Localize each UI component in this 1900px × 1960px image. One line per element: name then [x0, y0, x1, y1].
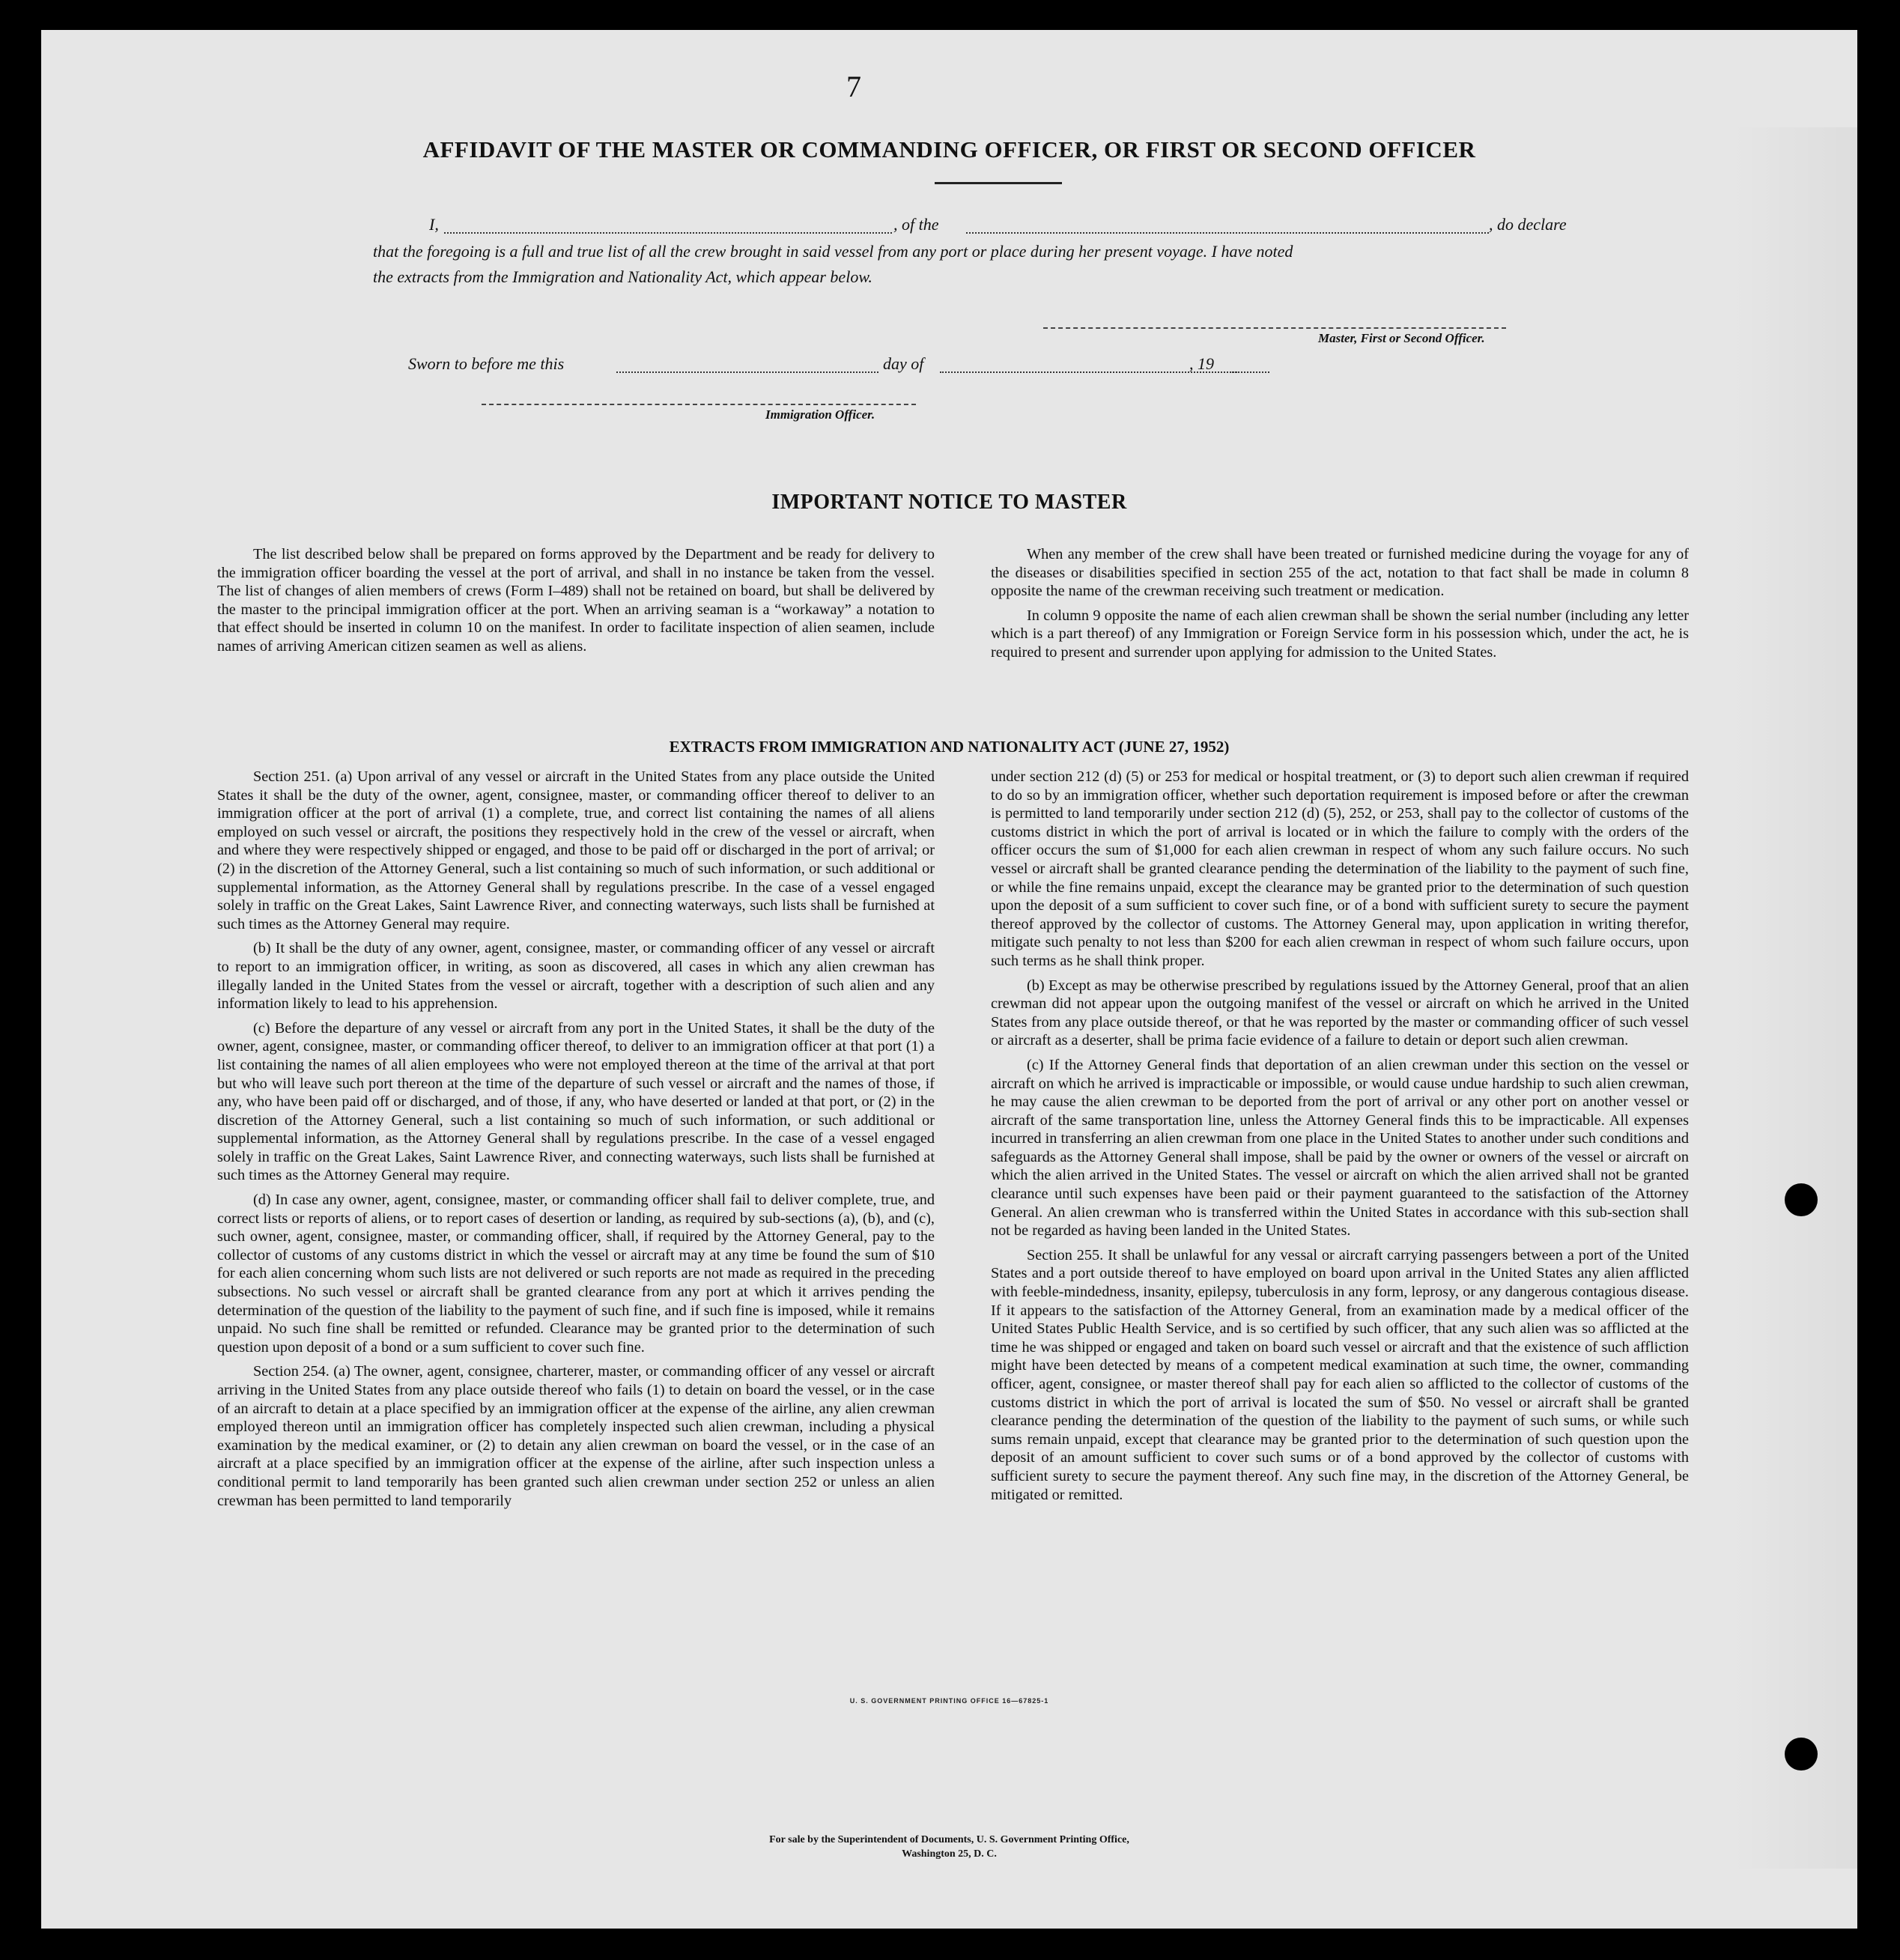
name-field[interactable]	[444, 232, 892, 234]
sworn-day-field[interactable]	[616, 371, 878, 373]
year-text: , 19	[1189, 354, 1214, 373]
form-page	[41, 30, 1857, 1929]
master-signature-line[interactable]	[1043, 327, 1506, 329]
extracts-title: EXTRACTS FROM IMMIGRATION AND NATIONALITY ACT (JUNE 27, 1952)	[669, 738, 1230, 756]
affidavit-do-declare: , do declare	[1489, 215, 1567, 234]
affidavit-line-3: the extracts from the Immigration and Nationality Act, which appear below.	[373, 267, 872, 286]
officer-signature-line[interactable]	[482, 404, 916, 405]
section-251-b: (b) It shall be the duty of any owner, agent, consignee, master, or commanding officer of any vessel or aircraft to report to an immigration officer, in writing, as soon as discovered, all cases in which any alien crewman has illegally landed in the United States from the vessel or aircraft, together with a description of such alien and any information likely to lead to his apprehension.	[217, 940, 935, 1013]
footer-line-1: For sale by the Superintendent of Documents, U. S. Government Printing Office,	[769, 1834, 1129, 1845]
section-254-a: Section 254. (a) The owner, agent, consignee, charterer, master, or commanding officer of any vessel or aircraft arriving in the United States from any place outside thereof who fails (1) to detain on board the vessel, or in the case of an aircraft to detain at a place specified by an immigration officer at the expense of the airline, any alien crewman employed thereon until an immigration officer has completely inspected such alien crewman, including a physical examination by the medical examiner, or (2) to detain any alien crewman on board the vessel, or in the case of an aircraft at a place specified by an immigration officer at the expense of the airline, after such inspection unless a conditional permit to land temporarily has been granted such alien crewman under section 252 or unless an alien crewman has been permitted to land temporarily	[217, 1363, 935, 1509]
section-251-d: (d) In case any owner, agent, consignee, master, or commanding officer shall fail to deliver complete, true, and correct lists or reports of aliens, or to report cases of desertion or landing, as required by sub-sections (a), (b), and (c), such owner, agent, consignee, master, or commanding officer, shall, if required by the Attorney General, pay to the collector of customs of any customs district in which the vessel or aircraft may at any time be found the sum of $10 for each alien concerning whom such lists are not delivered or such reports are not made as required in the preceding subsections. No such vessel or aircraft shall be granted clearance from any port at which it arrives pending the determination of the question of the liability to the payment of such fine, and if such fine is imposed, while it remains unpaid. No such fine shall be remitted or refunded. Clearance may be granted prior to the determination of such question upon deposit of a bond or a sum sufficient to cover such fine.	[217, 1192, 935, 1356]
notice-right-paragraph-1: When any member of the crew shall have been treated or furnished medicine during the voyage for any of the diseases or disabilities specified in section 255 of the act, notation to that fact shall be made in column 8 opposite the name of the crewman receiving such treatment or medication.	[991, 546, 1689, 600]
punch-hole-lower	[1785, 1738, 1818, 1771]
affidavit-i: I,	[429, 215, 439, 234]
sworn-text: Sworn to before me this	[408, 354, 565, 373]
extracts-left-column	[217, 768, 935, 1516]
affidavit-line-2: that the foregoing is a full and true list of all the crew brought in said vessel from any port or place during her present voyage. I have noted	[373, 242, 1293, 261]
officer-label: Immigration Officer.	[765, 407, 875, 422]
section-254-c: (c) If the Attorney General finds that deportation of an alien crewman under this section on the vessel or aircraft on which he arrived is impracticable or impossible, or would cause undue hardship to such alien crewman, he may cause the alien crewman to be deported from the port of arrival or any other port on another vessel or aircraft of the same transportation line, unless the Attorney General finds this to be impracticable. All expenses incurred in transferring an alien crewman from one place in the United States to another under such conditions and safeguards as the Attorney General shall impose, shall be paid by the owner or owners of the vessel or aircraft on which the alien arrived in the United States. The vessel or aircraft on which the alien arrived shall not be granted clearance until such expenses have been paid or their payment guaranteed to the satisfaction of the Attorney General. An alien crewman who is transferred within the United States in accordance with this sub-section shall not be regarded as having been landed in the United States.	[991, 1056, 1689, 1240]
page-number-mark: 7	[846, 70, 861, 103]
affidavit-of-the: , of the	[893, 215, 939, 234]
section-251-a: Section 251. (a) Upon arrival of any vessel or aircraft in the United States from any place outside the United States it shall be the duty of the owner, agent, consignee, master, or commanding officer thereof to deliver to an immigration officer at the port of arrival (1) a complete, true, and correct list containing the names of all aliens employed on such vessel or aircraft, the positions they respectively hold in the crew of the vessel or aircraft, when and where they were respectively shipped or engaged, and those to be paid off or discharged in the port of arrival; or (2) in the discretion of the Attorney General, such a list containing so much of such information, or such additional or supplemental information, as the Attorney General shall by regulations prescribe. In the case of a vessel engaged solely in traffic on the Great Lakes, Saint Lawrence River, and connecting waterways, such lists shall be furnished at such times as the Attorney General may require.	[217, 768, 935, 932]
title-rule	[935, 182, 1062, 184]
section-254-a-cont: under section 212 (d) (5) or 253 for medical or hospital treatment, or (3) to deport such alien crewman if required to do so by an immigration officer, whether such deportation requirement is imposed before or after the crewman is permitted to land temporarily under section 212 (d) (5), 252, or 253, shall pay to the collector of customs of the customs district in which the port of arrival is located or in which the failure to comply with the orders of the officer occurs the sum of $1,000 for each alien crewman in respect of whom any such failure occurs. No such vessel or aircraft shall be granted clearance pending the determination of the liability to the payment of such fine, or while the fine remains unpaid, except the clearance may be granted prior to the determination of such question upon the deposit of a sum sufficient to cover such fine, or of a bond with sufficient surety to secure the payment thereof approved by the collector of customs. The Attorney General may, upon application in writing therefor, mitigate such penalty to not less than $200 for each alien crewman in respect of whom such failure occurs, upon such terms as he shall think proper.	[991, 768, 1689, 969]
bleed-through-shadow	[1730, 127, 1857, 1869]
footer	[41, 1833, 1857, 1861]
footer-line-2: Washington 25, D. C.	[902, 1848, 997, 1860]
notice-left-column	[217, 545, 935, 662]
day-of-text: day of	[883, 354, 924, 373]
gpo-line: U. S. GOVERNMENT PRINTING OFFICE 16—67825-1	[849, 1697, 1049, 1705]
notice-left-paragraph: The list described below shall be prepared on forms approved by the Department and be ready for delivery to the immigration officer boarding the vessel at the port of arrival, and shall in no instance be taken from the vessel. The list of changes of alien members of crews (Form I–489) shall not be retained on board, but shall be delivered by the master to the principal immigration officer at the port. When an arriving seaman is a “workaway” a notation to that effect should be inserted in column 10 on the manifest. In order to facilitate inspection of alien seamen, include names of arriving American citizen seamen as well as aliens.	[217, 546, 935, 655]
master-label: Master, First or Second Officer.	[1318, 331, 1485, 345]
section-255: Section 255. It shall be unlawful for any vessal or aircraft carrying passengers between a port of the United States and a port outside thereof to have employed on board upon arrival in the United States any alien afflicted with feeble-mindedness, insanity, epilepsy, tuberculosis in any form, leprosy, or any dangerous contagious disease. If it appears to the satisfaction of the Attorney General, from an examination made by a medical officer of the United States Public Health Service, and is so certified by such officer, that any such alien was so afflicted at the time he was shipped or engaged and taken on board such vessel or aircraft and that the existence of such affliction might have been detected by means of a competent medical examination at such time, the owner, commanding officer, agent, consignee, or master thereof shall pay for each alien so afflicted to the collector of customs of the customs district in which the port of arrival is located the sum of $50. No vessel or aircraft shall be granted clearance pending the determination of the question of the liability to the payment of such sums, or while such sums remain unpaid, except that clearance may be granted prior to the determination of such question upon the deposit of an amount sufficient to cover such sums or of a bond approved by the collector of customs with sufficient surety to secure the payment thereof. Any such fine may, in the discretion of the Attorney General, be mitigated or remitted.	[991, 1246, 1689, 1503]
notice-title: IMPORTANT NOTICE TO MASTER	[771, 491, 1127, 514]
notice-right-paragraph-2: In column 9 opposite the name of each alien crewman shall be shown the serial number (including any letter which is a part thereof) of any Immigration or Foreign Service form in his possession which, under the act, he is required to present and surrender upon applying for admission to the United States.	[991, 607, 1689, 661]
sworn-year-field[interactable]	[1232, 371, 1269, 373]
section-251-c: (c) Before the departure of any vessel or aircraft from any port in the United States, it shall be the duty of the owner, agent, consignee, master, or commanding officer thereof, to deliver to an immigration officer at that port (1) a list containing the names of all alien employees who were not employed thereon at the time of the arrival at that port but who will leave such port thereon at the time of the departure of such vessel or aircraft and the names of those, if any, who have been paid off or discharged, and of those, if any, who have deserted or landed at that port, or (2) in the discretion of the Attorney General, such a list containing so much of such information, or such additional or supplemental information, as the Attorney General shall by regulations prescribe. In the case of a vessel engaged solely in traffic on the Great Lakes, Saint Lawrence River, and connecting waterways, such lists shall be furnished at such times as the Attorney General may require.	[217, 1019, 935, 1184]
notice-right-column	[991, 545, 1689, 668]
punch-hole-upper	[1785, 1183, 1818, 1216]
section-254-b: (b) Except as may be otherwise prescribed by regulations issued by the Attorney General, proof that an alien crewman did not appear upon the outgoing manifest of the vessel or aircraft on which he arrived in the United States from any place outside thereof, or that he was reported by the master or commanding officer of such vessel or aircraft as a deserter, shall be prima facie evidence of a failure to detain or deport such alien crewman.	[991, 977, 1689, 1049]
extracts-right-column	[991, 768, 1689, 1510]
vessel-field[interactable]	[966, 232, 1489, 234]
affidavit-title: AFFIDAVIT OF THE MASTER OR COMMANDING OFFICER, OR FIRST OR SECOND OFFICER	[422, 136, 1476, 163]
